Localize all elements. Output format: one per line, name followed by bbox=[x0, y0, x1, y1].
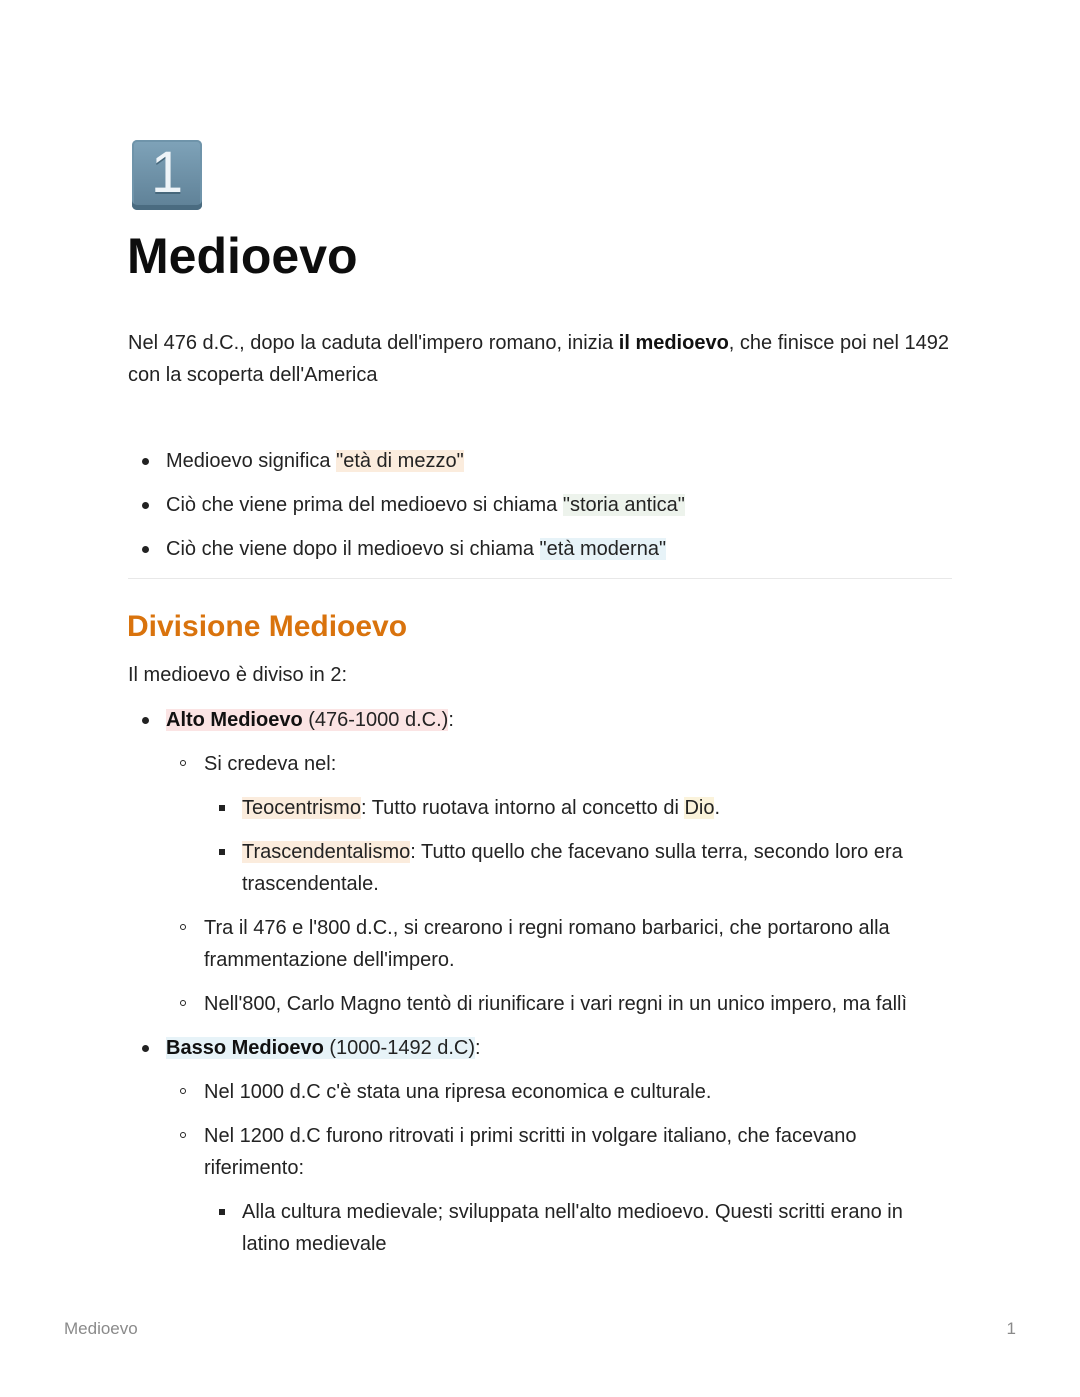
list-item: Ciò che viene prima del medioevo si chiama "storia antica" bbox=[166, 489, 956, 521]
list-item: Teocentrismo: Tutto ruotava intorno al concetto di Dio. bbox=[242, 792, 956, 824]
list-item: Medioevo significa "età di mezzo" bbox=[166, 445, 956, 477]
facts-list bbox=[166, 445, 956, 577]
list-item-alto-medioevo: Alto Medioevo (476-1000 d.C.): Si credeva nel: Teocentrismo: Tutto ruotava intorno al concetto di Dio. Trascendentalismo: Tutto quello che facevano sulla terra, secondo loro era trascendentale. Tra il 476 e l'800 d.C., si crearono i regni romano barbarici, che portarono alla frammentazione dell'impero. Nell'800, Carlo Magno tentò di riunificare i vari regni in un unico impero, ma fallì bbox=[166, 704, 956, 1020]
intro-bold-term: medioevo bbox=[635, 332, 729, 354]
list-item: Alla cultura medievale; sviluppata nell'alto medioevo. Questi scritti erano in latino medievale bbox=[242, 1196, 956, 1260]
list-item: Nel 1200 d.C furono ritrovati i primi scritti in volgare italiano, che facevano riferimento: Alla cultura medievale; sviluppata nell'alto medioevo. Questi scritti erano in latino medievale bbox=[204, 1120, 956, 1260]
section-heading: Divisione Medioevo bbox=[127, 610, 408, 643]
list-item: Nell'800, Carlo Magno tentò di riunificare i vari regni in un unico impero, ma fallì bbox=[204, 988, 956, 1020]
division-list bbox=[166, 704, 956, 1272]
section-intro: Il medioevo è diviso in 2: bbox=[128, 664, 348, 686]
page-number: 1 bbox=[1006, 1319, 1016, 1338]
list-item: Nel 1000 d.C c'è stata una ripresa economica e culturale. bbox=[204, 1076, 956, 1108]
divider bbox=[128, 578, 952, 579]
list-item: Tra il 476 e l'800 d.C., si crearono i regni romano barbarici, che portarono alla frammentazione dell'impero. bbox=[204, 912, 956, 976]
intro-paragraph: Nel 476 d.C., dopo la caduta dell'impero romano, inizia il medioevo, che finisce poi nel 1492 con la scoperta dell'America bbox=[128, 332, 949, 386]
list-item: Si credeva nel: Teocentrismo: Tutto ruotava intorno al concetto di Dio. Trascendentalismo: Tutto quello che facevano sulla terra, secondo loro era trascendentale. bbox=[204, 748, 956, 900]
list-item: Ciò che viene dopo il medioevo si chiama "età moderna" bbox=[166, 533, 956, 565]
footer-title: Medioevo bbox=[64, 1319, 138, 1338]
list-item-basso-medioevo: Basso Medioevo (1000-1492 d.C): Nel 1000 d.C c'è stata una ripresa economica e culturale. Nel 1200 d.C furono ritrovati i primi scritti in volgare italiano, che facevano riferimento: Alla cultura medievale; sviluppata nell'alto medioevo. Questi scritti erano in latino medievale bbox=[166, 1032, 956, 1260]
page-title: Medioevo bbox=[127, 228, 358, 284]
keycap-one-icon: 1 bbox=[132, 140, 202, 210]
list-item: Trascendentalismo: Tutto quello che facevano sulla terra, secondo loro era trascendentale. bbox=[242, 836, 956, 900]
